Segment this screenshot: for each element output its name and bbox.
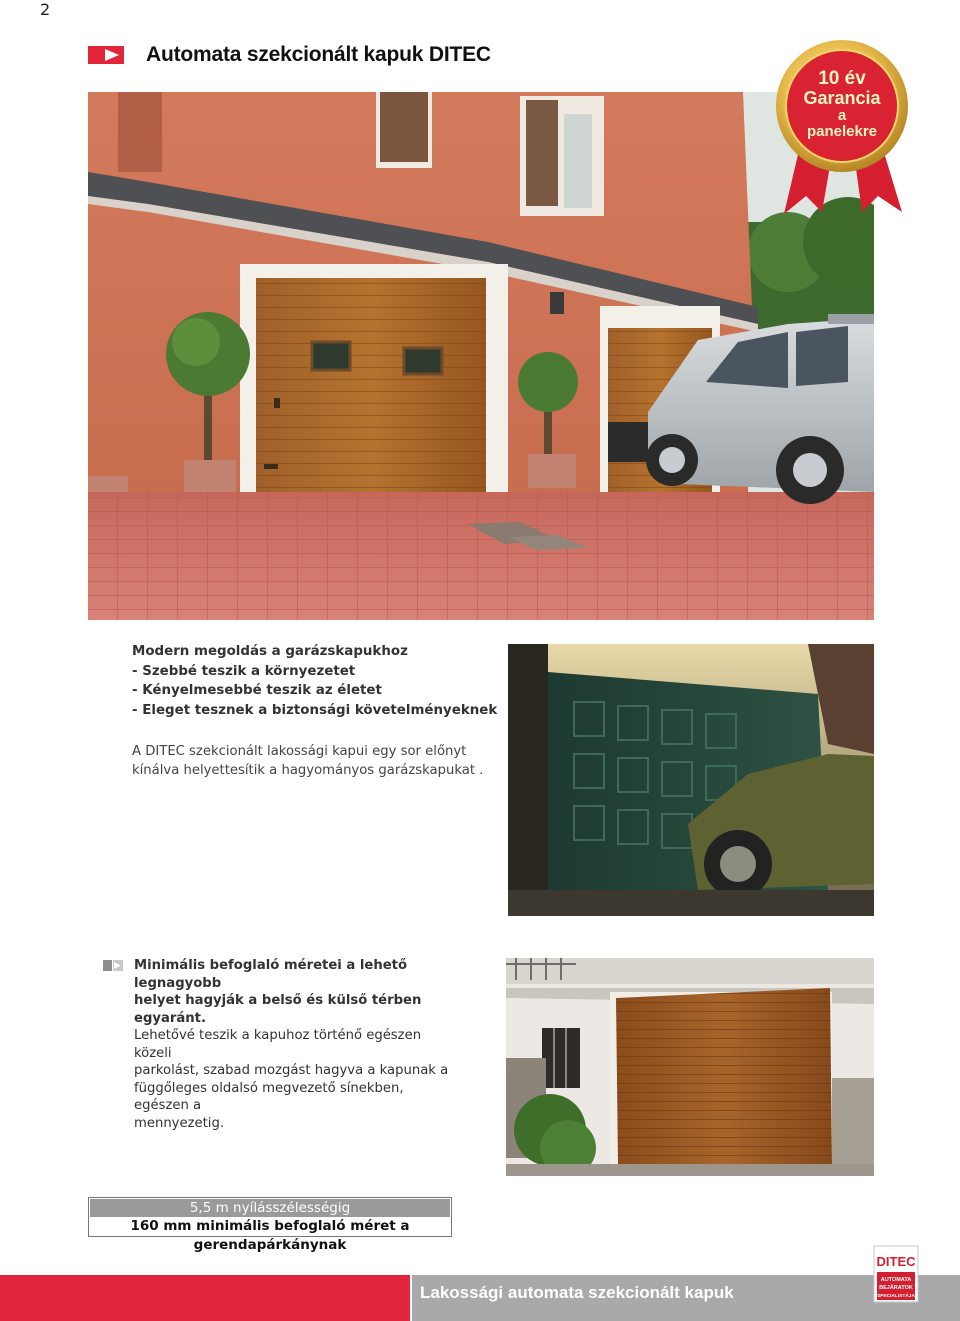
feature-text-line: Lehetővé teszik a kapuhoz történő egészen közeli [134,1028,422,1061]
intro-paragraph-line: A DITEC szekcionált lakossági kapui egy sor előnyt [132,744,467,759]
svg-text:SPECIALISTÁJA: SPECIALISTÁJA [877,1294,915,1299]
spec-min-lintel: 160 mm minimális befoglaló méret a gerendapárkánynak [130,1218,410,1253]
badge-a: a [837,107,847,124]
intro-block [132,642,502,780]
feature-heading-line: Minimális befoglaló méretei a lehető legnagyobb [134,958,408,991]
feature-arrow-icon [103,960,123,971]
badge-years: 10 év [818,68,866,89]
footer-title: Lakossági automata szekcionált kapuk [420,1283,734,1302]
page-title: Automata szekcionált kapuk DITEC [146,43,491,66]
dark-door-photo [508,644,874,916]
intro-bullet: - Kényelmesebbé teszik az életet [132,683,382,698]
warranty-badge-icon [770,36,915,221]
house-garage-photo [88,92,874,620]
footer-red-bar [0,1275,410,1321]
intro-heading: Modern megoldás a garázskapukhoz [132,644,408,659]
svg-text:AUTOMATA: AUTOMATA [880,1277,912,1283]
feature-block [134,957,452,1132]
intro-paragraph [132,742,502,780]
title-arrow-icon [88,46,124,64]
spec-box [88,1197,452,1253]
ditec-logo [872,1244,920,1304]
feature-text-line: mennyezetig. [134,1115,225,1131]
intro-paragraph-line: kínálva helyettesítik a hagyományos garázskapukat . [132,763,484,778]
page-number: 2 [40,0,51,19]
feature-heading-line: helyet hagyják a belső és külső térben egyaránt. [134,993,422,1026]
badge-warranty: Garancia [803,88,881,108]
badge-panels: panelekre [806,123,878,140]
wood-door-photo [506,958,874,1176]
feature-text-line: parkolást, szabad mozgást hagyva a kapunak a [134,1063,449,1078]
spec-opening-width: 5,5 m nyílásszélességig [90,1199,450,1217]
svg-text:BEJÁRATOK: BEJÁRATOK [879,1285,913,1291]
svg-text:DITEC: DITEC [876,1254,916,1269]
intro-bullet: - Eleget tesznek a biztonsági követelményeknek [132,702,498,718]
feature-text-line: függőleges oldalsó megvezető sínekben, egészen a [134,1080,404,1113]
intro-bullet: - Szebbé teszik a környezetet [132,663,356,679]
